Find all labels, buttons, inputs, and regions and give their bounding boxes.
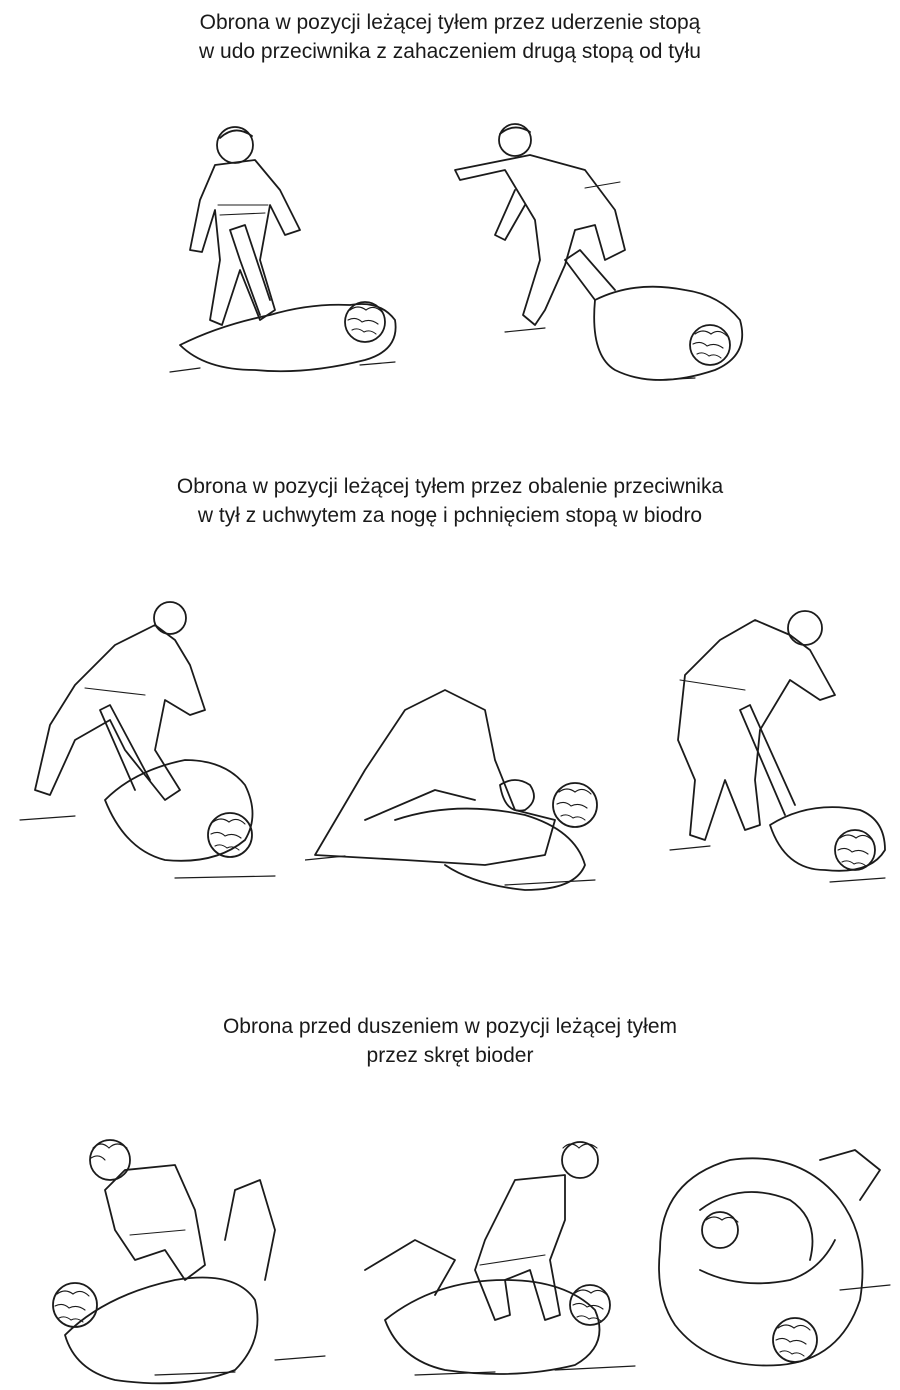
illustration-1a [160, 110, 410, 390]
caption-section-3 [0, 1012, 900, 1070]
caption-line: Obrona przed duszeniem w pozycji leżącej tyłem [222, 1015, 678, 1038]
illustration-3c [640, 1140, 895, 1385]
caption-section-1 [0, 8, 900, 66]
illustration-1b [445, 110, 750, 390]
caption-line: w tył z uchwytem za nogę i pchnięciem stopą w biodro [197, 504, 703, 527]
illustration-3b [355, 1120, 645, 1385]
caption-line: przez skręt bioder [366, 1044, 534, 1067]
caption-line: w udo przeciwnika z zahaczeniem drugą stopą od tyłu [199, 40, 701, 63]
illustration-2a [15, 590, 285, 885]
caption-section-2 [0, 472, 900, 530]
illustration-2c [650, 600, 890, 890]
illustration-3a [35, 1120, 335, 1385]
caption-line: Obrona w pozycji leżącej tyłem przez obalenie przeciwnika [176, 475, 724, 498]
illustration-2b [305, 680, 625, 895]
caption-line: Obrona w pozycji leżącej tyłem przez uderzenie stopą [199, 11, 701, 34]
